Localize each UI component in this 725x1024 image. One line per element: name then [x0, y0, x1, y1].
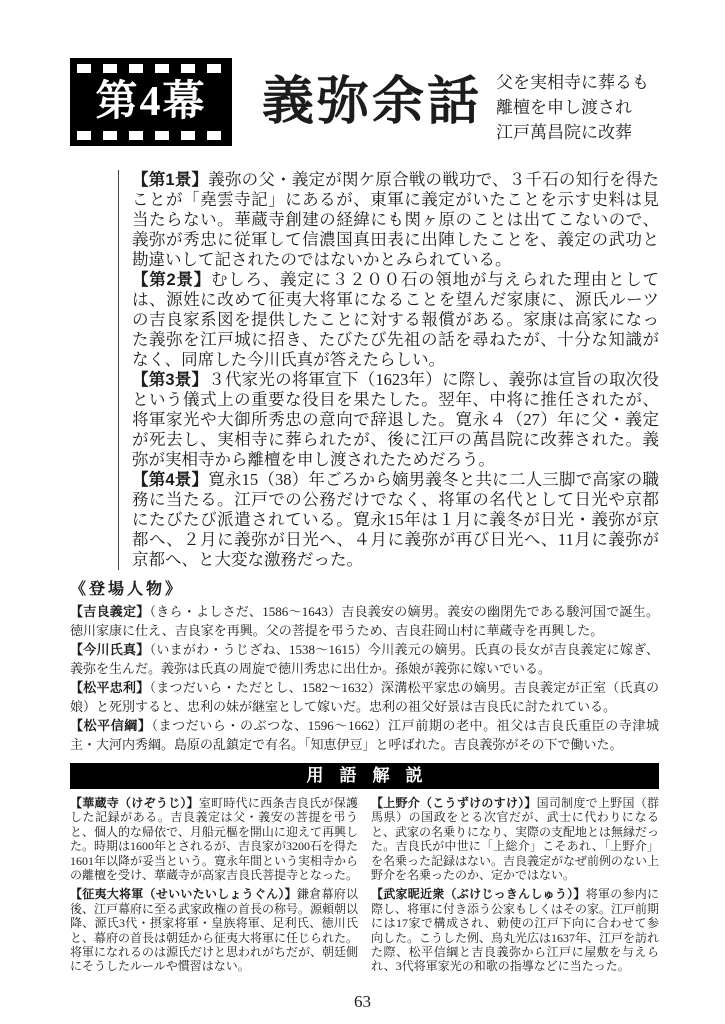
glossary-term: 【征夷大将軍（せいいたいしょうぐん）】	[70, 887, 297, 902]
scenes-section	[118, 170, 659, 570]
title-block	[70, 58, 659, 148]
film-strip-icon	[70, 58, 232, 146]
glossary-entry	[70, 887, 358, 973]
title-annotation-line: 父を実相寺に葬るも	[496, 73, 650, 92]
scene-paragraph	[132, 370, 659, 470]
scene-paragraph	[132, 170, 659, 270]
scene-paragraph	[132, 270, 659, 370]
act-label: 第4幕	[95, 79, 207, 125]
glossary-section	[70, 796, 659, 979]
page-number: 63	[354, 992, 371, 1011]
film-perforations-bottom-icon	[77, 131, 225, 140]
character-description: （きら・よしさだ、1586～1643）吉良義安の嫡男。義安の幽閉先である駿河国で誕生。徳川家康に仕え、吉良家を再興。父の菩提を弔うため、吉良荘岡山村に華蔵寺を再興した。	[70, 604, 659, 638]
scene-label: 【第4景】	[132, 471, 209, 489]
characters-section	[70, 578, 659, 754]
scene-text: 寛永15（38）年ごろから嫡男義冬と共に二人三脚で高家の職務に当たる。江戸での公務だけでなく、将軍の名代として日光や京都にたびたび派遣されている。寛永15年は１月に義冬が日光・義弥が京都へ、２月に義弥が日光へ、４月に義弥が再び日光へ、11月に義弥が京都へ、と大変な激務だった。	[132, 470, 659, 569]
glossary-left-column	[70, 796, 358, 979]
page-title: 義弥余話	[262, 74, 483, 131]
glossary-entry	[371, 887, 659, 973]
character-description: （まつだいら・のぶつな、1596～1662）江戸前期の老中。祖父は吉良氏重臣の寺津城主・大河内秀綱。島原の乱鎮定で有名。「知恵伊豆」と呼ばれた。吉良義弥がその下で働いた。	[70, 718, 659, 752]
glossary-definition: 将軍の参内に際し、将軍に付き添う公家もしくはその家。江戸前期には17家で構成され、勅使の江戸下向に合わせて参向した。こうした例、烏丸光広は1637年、江戸を訪れた際、松平信綱と吉良義弥から江戸に屋敷を与えられ、3代将軍家光の和歌の指導などに当たった。	[371, 887, 660, 974]
title-annotation-line: 江戸萬昌院に改葬	[496, 123, 633, 142]
scene-label: 【第3景】	[132, 371, 209, 389]
character-entry	[70, 602, 659, 640]
character-name: 【松平信綱】	[70, 718, 152, 733]
glossary-term: 【上野介（こうずけのすけ）】	[371, 796, 537, 810]
character-entry	[70, 716, 659, 754]
glossary-right-column	[371, 796, 659, 979]
character-entry	[70, 678, 659, 716]
scene-text: ３代家光の将軍宣下（1623年）に際し、義弥は宣旨の取次役という儀式上の重要な役目を果たした。翌年、中将に推任されたが、将軍家光や大御所秀忠の意向で辞退した。寛永４（27）年に父・義定が死去し、実相寺に葬られたが、後に江戸の萬昌院に改葬された。義弥が実相寺から離檀を申し渡されたためだろう。	[132, 370, 659, 469]
characters-heading: 《登場人物》	[70, 581, 185, 598]
character-description: （いまがわ・うじざね、1538～1615）今川義元の嫡男。氏真の長女が吉良義定に嫁ぎ、義弥を生んだ。義弥は氏真の周旋で徳川秀忠に出仕か。孫娘が義弥に嫁いでいる。	[70, 642, 659, 676]
film-perforations-top-icon	[77, 64, 225, 73]
scene-paragraph	[132, 470, 659, 570]
character-entry	[70, 640, 659, 678]
glossary-banner: 用語解説	[70, 763, 659, 789]
glossary-definition: 室町時代に西条吉良氏が保護した記録がある。吉良義定は父・義安の菩提を弔うと、個人的な帰依で、月船元樞を開山に迎えて再興した。時期は1600年とされるが、吉良家が3200石を得た1601年以降が妥当という。寛永年間という実相寺からの離檀を受け、華蔵寺が高家吉良氏菩提寺となった。	[70, 796, 359, 883]
glossary-entry	[70, 796, 358, 882]
character-name: 【吉良義定】	[70, 604, 150, 619]
character-description: （まつだいら・ただとし、1582～1632）深溝松平家忠の嫡男。吉良義定が正室（氏真の娘）と死別すると、忠利の妹が継室として嫁いだ。忠利の祖父好景は吉良氏に討たれている。	[70, 680, 659, 714]
glossary-entry	[371, 796, 659, 882]
character-name: 【松平忠利】	[70, 680, 150, 695]
glossary-definition: 国司制度で上野国（群馬県）の国政をとる次官だが、武士に代わりになると、武家の名乗りになり、実際の支配地とは無縁だった。吉良氏が中世に「上総介」こそあれ、「上野介」を名乗った記録はない。吉良義定がなぜ前例のない上野介を名乗ったのか、定かではない。	[371, 796, 660, 883]
title-annotation-line: 離檀を申し渡され	[496, 98, 633, 117]
scene-label: 【第2景】	[132, 271, 211, 289]
scene-text: 義弥の父・義定が関ケ原合戦の戦功で、３千石の知行を得たことが「堯雲寺記」にあるが、東軍に義定がいたことを示す史料は見当たらない。華蔵寺創建の経緯にも関ヶ原のことは出てこないので、義弥が秀忠に従軍して信濃国真田表に出陣したことを、義定の武功と勘違いして記されたのではないかとみられている。	[132, 170, 659, 269]
glossary-term: 【武家昵近衆（ぶけじっきんしゅう）】	[371, 887, 586, 902]
glossary-definition: 鎌倉幕府以後、江戸幕府に至る武家政権の首長の称号。源頼朝以降、源氏3代・摂家将軍・皇族将軍、足利氏、徳川氏と、幕府の首長は朝廷から征夷大将軍に任じられた。将軍になれるのは源氏だけと思われがちだが、朝廷側にそうしたルールや慣習はない。	[70, 887, 359, 974]
title-annotation	[496, 58, 649, 145]
glossary-term: 【華蔵寺（けぞうじ）】	[70, 796, 199, 810]
character-name: 【今川氏真】	[70, 642, 150, 657]
scene-text: むしろ、義定に３２００石の領地が与えられた理由としては、源姓に改めて征夷大将軍になることを望んだ家康に、源氏ルーツの吉良家系図を提供したことに対する報償がある。家康は高家になった義弥を江戸城に招き、たびたび先祖の話を尋ねたが、十分な知識がなく、同席した今川氏真が答えたらしい。	[132, 270, 659, 369]
scene-label: 【第1景】	[132, 171, 209, 189]
